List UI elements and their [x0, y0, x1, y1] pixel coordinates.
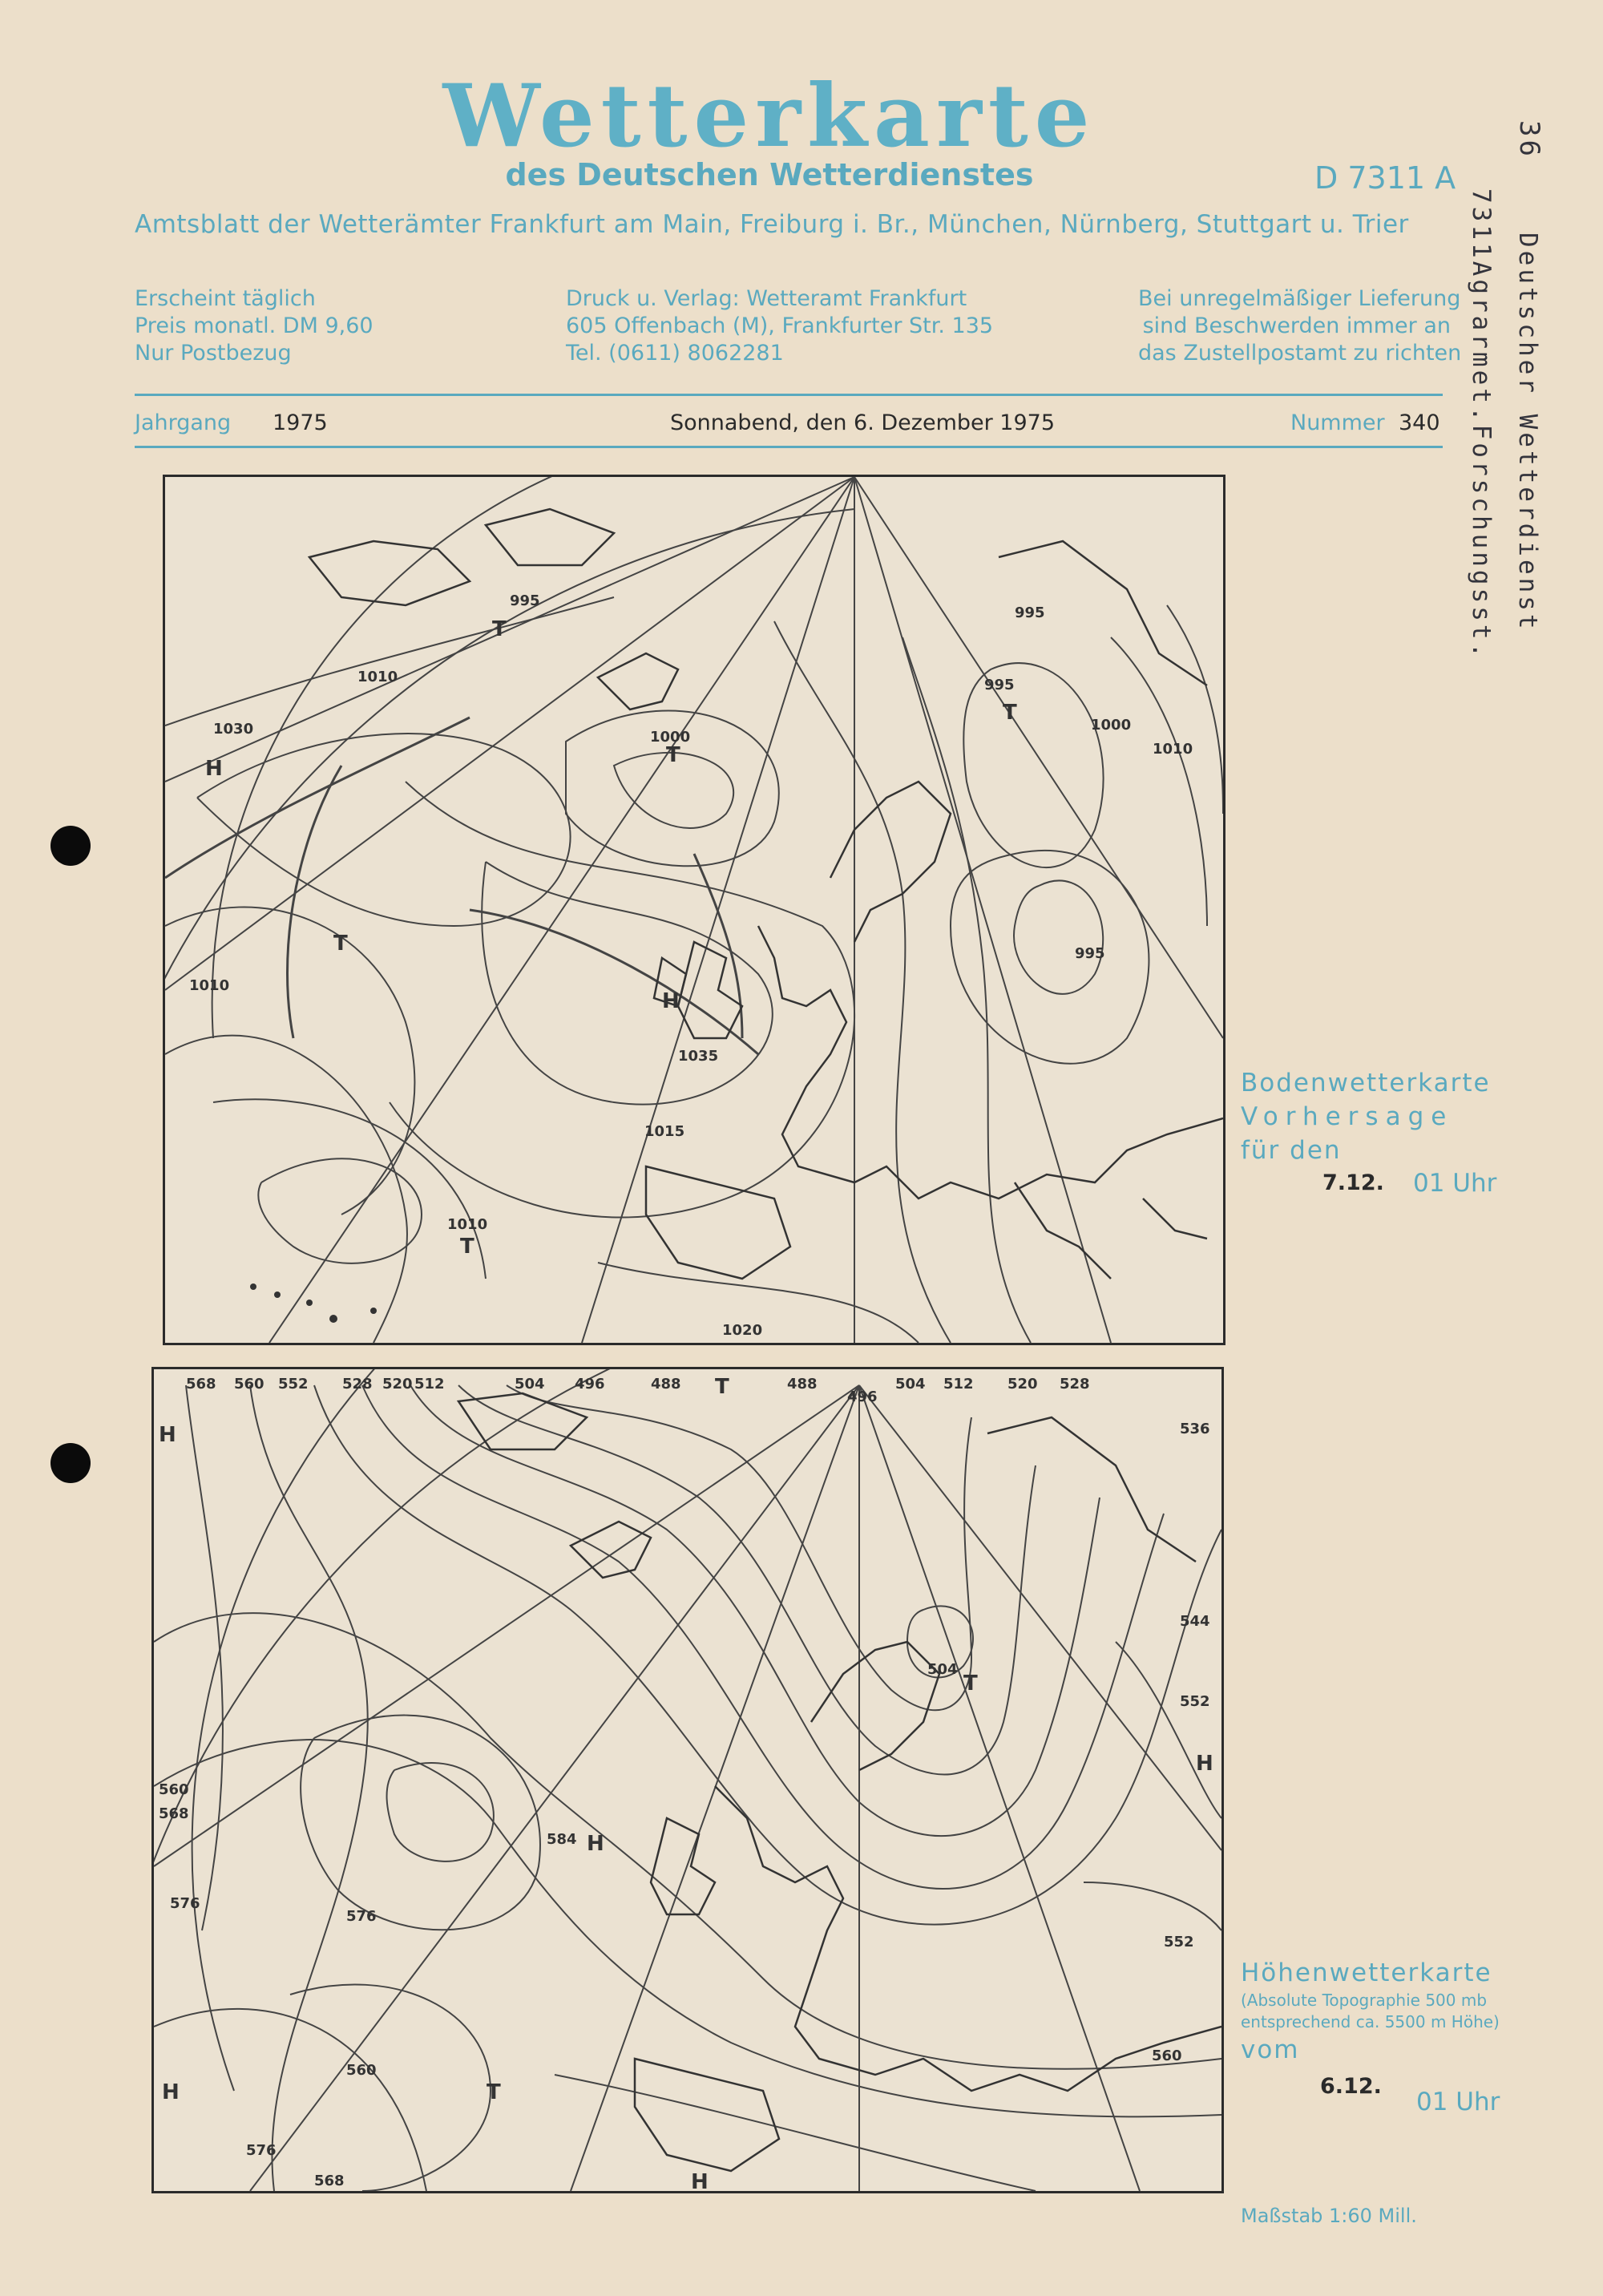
isobar-label: 995 — [1075, 945, 1105, 962]
high-pressure-marker: H — [662, 989, 680, 1013]
stamp-line-2: Deutscher Wetterdienst — [1513, 232, 1542, 633]
upper-map-time: 01 Uhr — [1416, 2088, 1500, 2116]
surface-map-title: Bodenwetterkarte — [1241, 1069, 1491, 1097]
punch-hole — [50, 826, 91, 866]
issue-date: Sonnabend, den 6. Dezember 1975 — [670, 410, 1056, 435]
publisher-line: Amtsblatt der Wetterämter Frankfurt am Main, Freiburg i. Br., München, Nürnberg, Stuttgart u. Trier — [135, 210, 1409, 239]
isobar-label: 995 — [984, 677, 1015, 693]
high-pressure-marker: H — [159, 1423, 176, 1447]
contour-label: 560 — [159, 1781, 189, 1798]
low-pressure-marker: T — [333, 932, 348, 956]
high-pressure-marker: H — [162, 2080, 180, 2104]
contour-label: 560 — [1152, 2047, 1182, 2064]
upper-map-title: Höhenwetterkarte — [1241, 1958, 1492, 1987]
info-right-line: Bei unregelmäßiger Lieferung — [1138, 286, 1461, 311]
isobar-label: 1000 — [1091, 717, 1132, 734]
contour-label: 528 — [342, 1376, 373, 1393]
info-right-line: das Zustellpostamt zu richten — [1138, 341, 1462, 366]
contour-label: 488 — [651, 1376, 681, 1393]
contour-label: 560 — [234, 1376, 264, 1393]
top-rule — [135, 394, 1443, 396]
high-pressure-marker: H — [587, 1832, 604, 1856]
isobar-label: 995 — [510, 592, 540, 609]
high-pressure-marker: H — [691, 2170, 709, 2191]
info-left-line: Erscheint täglich — [135, 286, 316, 311]
upper-map-vom-label: vom — [1241, 2035, 1300, 2064]
contour-label: 544 — [1180, 1613, 1210, 1630]
isobar-label: 1010 — [447, 1216, 488, 1233]
surface-weather-map — [163, 475, 1225, 1345]
contour-label: 488 — [787, 1376, 818, 1393]
isobar-label: 1015 — [644, 1123, 685, 1140]
contour-label: 576 — [246, 2142, 277, 2159]
nummer-value: 340 — [1399, 410, 1440, 435]
low-pressure-marker: T — [460, 1235, 474, 1259]
info-center-line: 605 Offenbach (M), Frankfurter Str. 135 — [566, 313, 994, 338]
contour-label: 576 — [170, 1895, 200, 1912]
contour-label: 576 — [346, 1908, 377, 1925]
contour-label: 504 — [895, 1376, 926, 1393]
stamp-number: 36 — [1513, 120, 1545, 160]
upper-map-drawing — [154, 1369, 1221, 2191]
isobar-label: 1000 — [650, 729, 691, 746]
contour-label: 568 — [314, 2173, 345, 2189]
contour-label: 552 — [1164, 1934, 1194, 1950]
upper-map-caption — [1241, 1956, 1500, 2067]
isobar-label: 1035 — [678, 1048, 719, 1065]
isobar-label: 1020 — [722, 1322, 763, 1339]
surface-map-caption — [1241, 1066, 1491, 1167]
contour-label: 552 — [1180, 1693, 1210, 1710]
isobar-label: 1030 — [213, 721, 254, 738]
map-scale: Maßstab 1:60 Mill. — [1241, 2205, 1417, 2227]
contour-label: 528 — [1060, 1376, 1090, 1393]
upper-map-note-1: (Absolute Topographie 500 mb — [1241, 1991, 1488, 2010]
delivery-info — [1138, 285, 1462, 367]
contour-label: 520 — [1007, 1376, 1038, 1393]
contour-label: 552 — [278, 1376, 309, 1393]
upper-air-weather-map — [151, 1367, 1224, 2193]
contour-label: 584 — [547, 1831, 577, 1848]
low-pressure-marker: T — [492, 617, 507, 641]
low-pressure-marker: T — [1003, 701, 1017, 725]
high-pressure-marker: H — [1196, 1752, 1213, 1776]
contour-label: 504 — [927, 1661, 958, 1678]
masthead-title: Wetterkarte — [442, 66, 1096, 167]
isobar-label: 1010 — [1153, 741, 1193, 758]
upper-map-note-2: entsprechend ca. 5500 m Höhe) — [1241, 2012, 1500, 2031]
contour-label: 520 — [382, 1376, 413, 1393]
contour-label: 560 — [346, 2062, 377, 2079]
issue-code: D 7311 A — [1314, 160, 1456, 196]
contour-label: 536 — [1180, 1421, 1210, 1437]
subscription-info — [135, 285, 373, 367]
stamp-line-1: 7311Agrarmet.Forschungsst. — [1467, 188, 1496, 661]
low-pressure-marker: T — [666, 743, 680, 767]
info-center-line: Druck u. Verlag: Wetteramt Frankfurt — [566, 286, 967, 311]
bottom-rule — [135, 446, 1443, 448]
info-left-line: Preis monatl. DM 9,60 — [135, 313, 373, 338]
surface-map-subtitle: Vorhersage — [1241, 1102, 1454, 1131]
contour-label: 496 — [847, 1389, 878, 1405]
high-pressure-marker: H — [205, 757, 223, 781]
low-pressure-marker: T — [963, 1671, 978, 1696]
isobar-label: 995 — [1015, 604, 1045, 621]
isobar-label: 1010 — [357, 669, 398, 685]
contour-label: 568 — [159, 1805, 189, 1822]
surface-map-for-label: für den — [1241, 1136, 1342, 1165]
surface-map-drawing — [165, 477, 1223, 1343]
contour-label: 512 — [414, 1376, 445, 1393]
low-pressure-marker: T — [487, 2080, 501, 2104]
info-center-line: Tel. (0611) 8062281 — [566, 341, 784, 366]
printer-info — [566, 285, 993, 367]
info-right-line: sind Beschwerden immer an — [1142, 313, 1451, 338]
jahrgang-label: Jahrgang — [135, 410, 232, 435]
punch-hole — [50, 1443, 91, 1483]
contour-label: 504 — [515, 1376, 545, 1393]
info-left-line: Nur Postbezug — [135, 341, 292, 366]
surface-map-date: 7.12. — [1322, 1170, 1384, 1195]
upper-map-date: 6.12. — [1320, 2074, 1382, 2099]
contour-label: 512 — [943, 1376, 974, 1393]
surface-map-time: 01 Uhr — [1413, 1169, 1497, 1198]
contour-label: 568 — [186, 1376, 216, 1393]
low-pressure-marker: T — [715, 1375, 729, 1399]
nummer-label: Nummer — [1290, 410, 1385, 435]
jahrgang-value: 1975 — [273, 410, 328, 435]
masthead-subtitle: des Deutschen Wetterdienstes — [505, 157, 1034, 192]
isobar-label: 1010 — [189, 977, 230, 994]
contour-label: 496 — [575, 1376, 605, 1393]
